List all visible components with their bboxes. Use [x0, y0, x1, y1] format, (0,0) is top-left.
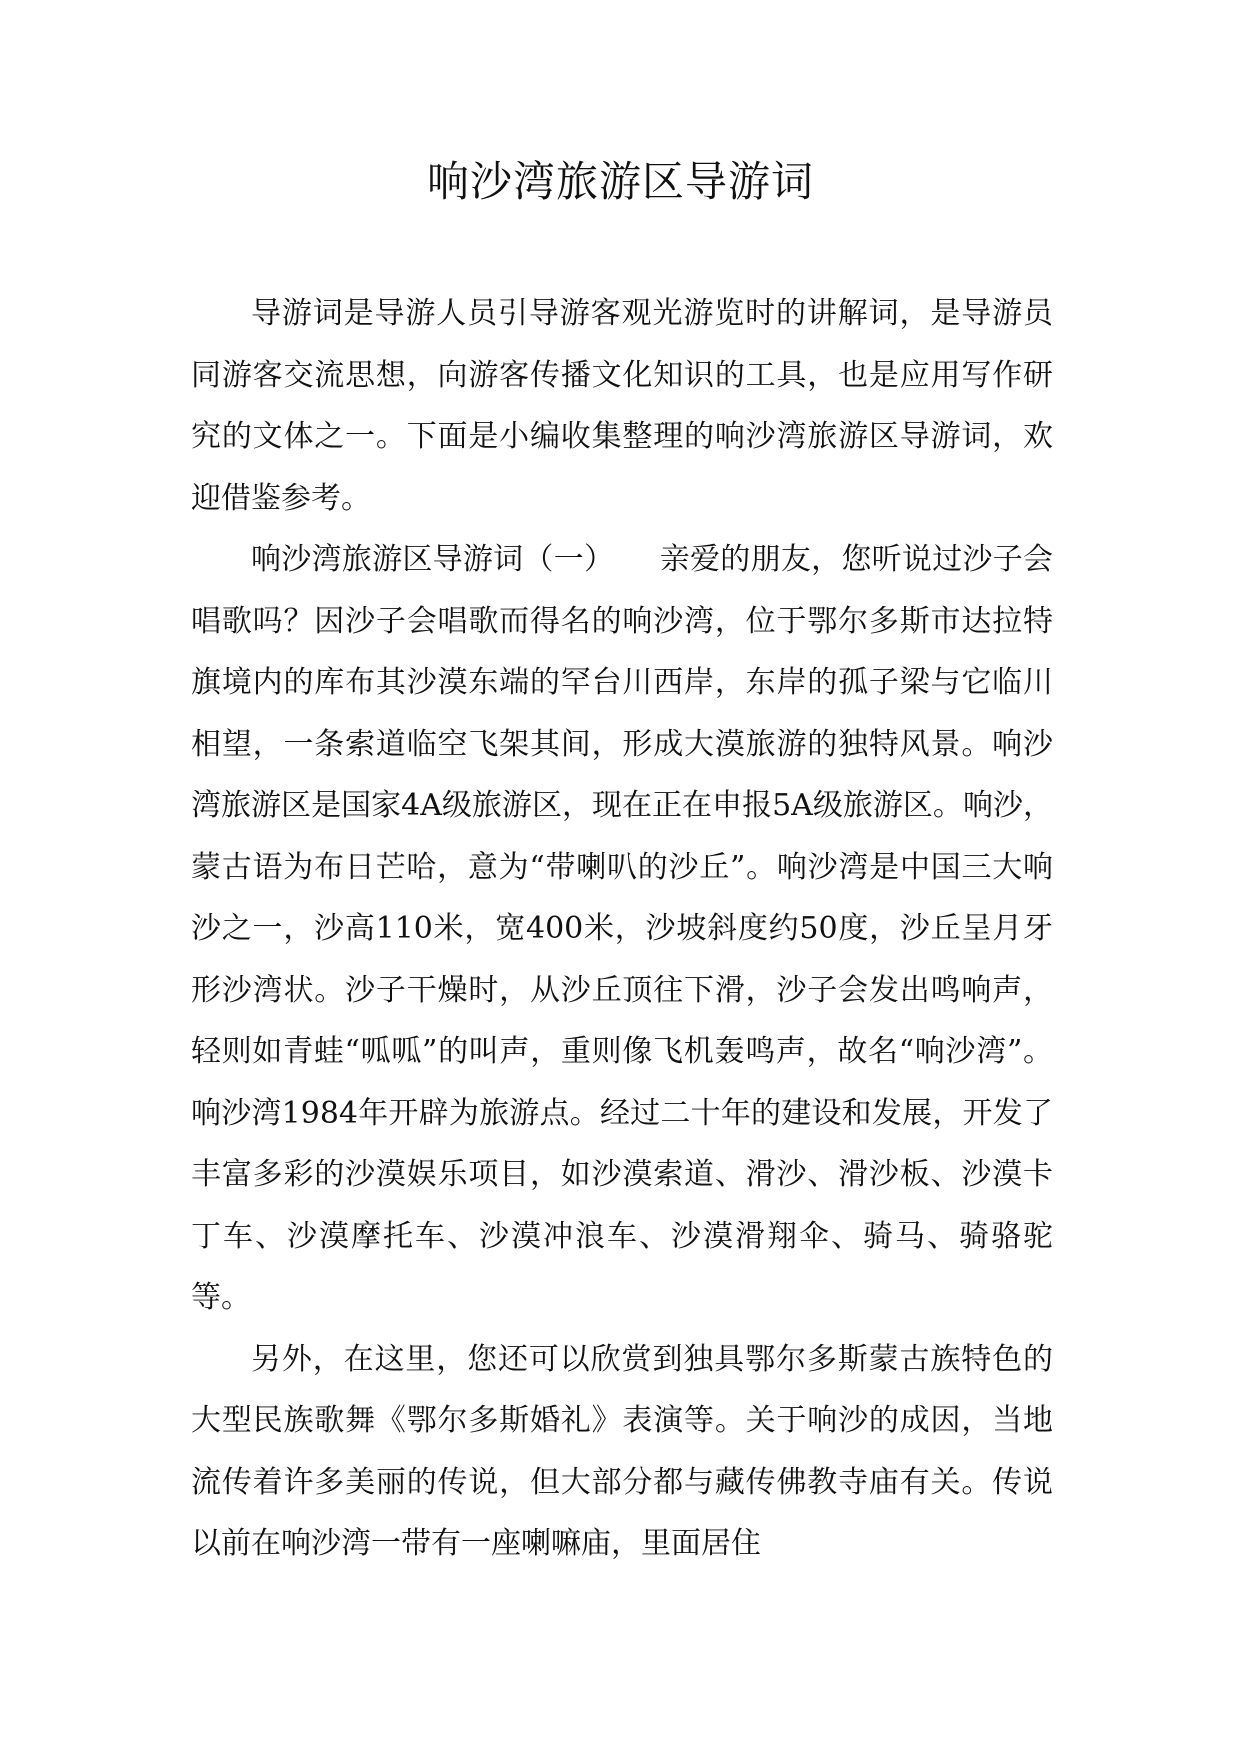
document-body [191, 283, 1053, 1575]
paragraph-intro: 导游词是导游人员引导游客观光游览时的讲解词，是导游员同游客交流思想，向游客传播文化知识的工具，也是应用写作研究的文体之一。下面是小编收集整理的响沙湾旅游区导游词，欢迎借鉴参考。 [191, 296, 1053, 516]
paragraph-guide-continued: 另外，在这里，您还可以欣赏到独具鄂尔多斯蒙古族特色的大型民族歌舞《鄂尔多斯婚礼》表演等。关于响沙的成因，当地流传着许多美丽的传说，但大部分都与藏传佛教寺庙有关。传说以前在响沙湾一带有一座喇嘛庙，里面居住 [191, 1341, 1053, 1561]
paragraph-guide-one: 响沙湾旅游区导游词（一） 亲爱的朋友，您听说过沙子会唱歌吗？因沙子会唱歌而得名的响沙湾，位于鄂尔多斯市达拉特旗境内的库布其沙漠东端的罕台川西岸，东岸的孤子梁与它临川相望，一条索道临空飞架其间，形成大漠旅游的独特风景。响沙湾旅游区是国家4A级旅游区，现在正在申报5A级旅游区。响沙，蒙古语为布日芒哈，意为“带喇叭的沙丘”。响沙湾是中国三大响沙之一，沙高110米，宽400米，沙坡斜度约50度，沙丘呈月牙形沙湾状。沙子干燥时，从沙丘顶往下滑，沙子会发出鸣响声，轻则如青蛙“呱呱”的叫声，重则像飞机轰鸣声，故名“响沙湾”。响沙湾1984年开辟为旅游点。经过二十年的建设和发展，开发了丰富多彩的沙漠娱乐项目，如沙漠索道、滑沙、滑沙板、沙漠卡丁车、沙漠摩托车、沙漠冲浪车、沙漠滑翔伞、骑马、骑骆驼等。 [191, 542, 1053, 1315]
document-title: 响沙湾旅游区导游词 [426, 157, 814, 206]
